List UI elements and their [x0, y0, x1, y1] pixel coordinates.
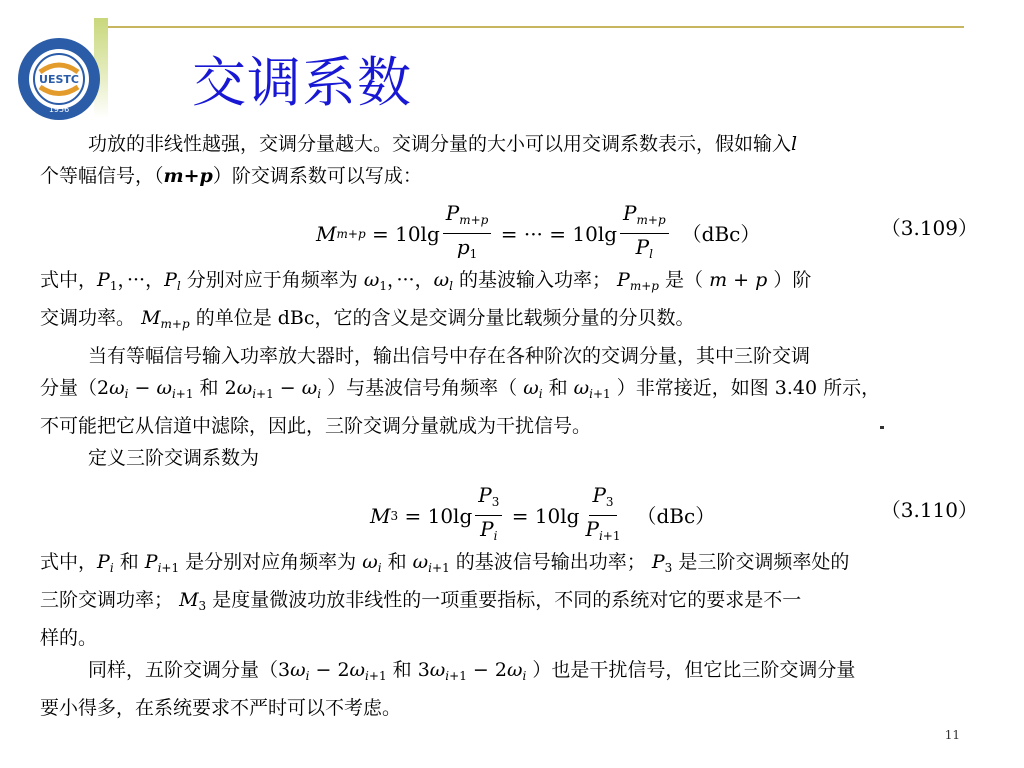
equation-unit: （dBc） [681, 221, 761, 246]
top-rule [108, 26, 964, 28]
paragraph-1: 功放的非线性越强，交调分量越大。交调分量的大小可以用交调系数表示，假如输入l [88, 133, 798, 155]
paragraph-5: 式中，$P_i$ 和 $P_{i+1}$ 是分别对应角频率为 $\omega_i$ 和 $\omega_{i+1}$ 的基波信号输出功率； $P_3$ 是三阶交调频率处的 三阶交调功率； $M_3$ 是度量微波功放非线性的一项重要指标，不同的系统对它的要求是不一 样的。 [40, 551, 850, 649]
document-body [40, 128, 980, 724]
paragraph-6b: 要小得多，在系统要求不严时可以不考虑。 [40, 697, 402, 719]
paragraph-6: 同样，五阶交调分量（$3\omega_i - 2\omega_{i+1}$ 和 $3\omega_{i+1} - 2\omega_i$ ）也是干扰信号，但它比三阶交调分量 [88, 659, 856, 683]
stray-mark [880, 426, 884, 429]
equation-number: （3.110） [880, 498, 978, 522]
university-logo [16, 36, 102, 122]
paragraph-4: 定义三阶交调系数为 [88, 447, 260, 469]
svg-text:UESTC: UESTC [39, 73, 79, 86]
equation-3-110: M 3 = 10lg $\frac{P_3}{P_i}$ = 10lg $\frac{P_3}{P_{i+1}}$ （dBc） （3.110） [370, 483, 978, 543]
equation-number: （3.109） [880, 216, 978, 240]
paragraph-1b: 个等幅信号，（m+p）阶交调系数可以写成： [40, 165, 422, 187]
slide-title: 交调系数 [192, 51, 412, 114]
paragraph-2: 式中，$P_1$，···，$P_l$ 分别对应于角频率为 $\omega_1$，···，$\omega_l$ 的基波输入功率； $P_{m+p}$ 是（ m + p ）阶 交调功率。 $M_{m+p}$ 的单位是 dBc，它的含义是交调分量比载频分量的分贝数。 [40, 269, 812, 331]
paragraph-3b: 分量（$2\omega_i - \omega_{i+1}$ 和 $2\omega_{i+1} - \omega_i$ ）与基波信号角频率（ $\omega_i$ 和 $\omega_{i+1}$ ）非常接近，如图 3.40 所示， 不可能把它从信道中滤除，因此，三阶交调分量就成为干扰信号。 [40, 377, 881, 437]
page-number: 11 [944, 728, 960, 742]
equation-unit: （dBc） [636, 503, 716, 528]
paragraph-3: 当有等幅信号输入功率放大器时，输出信号中存在各种阶次的交调分量，其中三阶交调 [88, 345, 811, 367]
svg-text:1956: 1956 [48, 105, 70, 114]
equation-3-109: M m+p = 10lg $\frac{P_{m+p}}{p_1}$ = ··· = 10lg $\frac{P_{m+p}}{P_l}$ （dBc） （3.109） [316, 201, 978, 261]
